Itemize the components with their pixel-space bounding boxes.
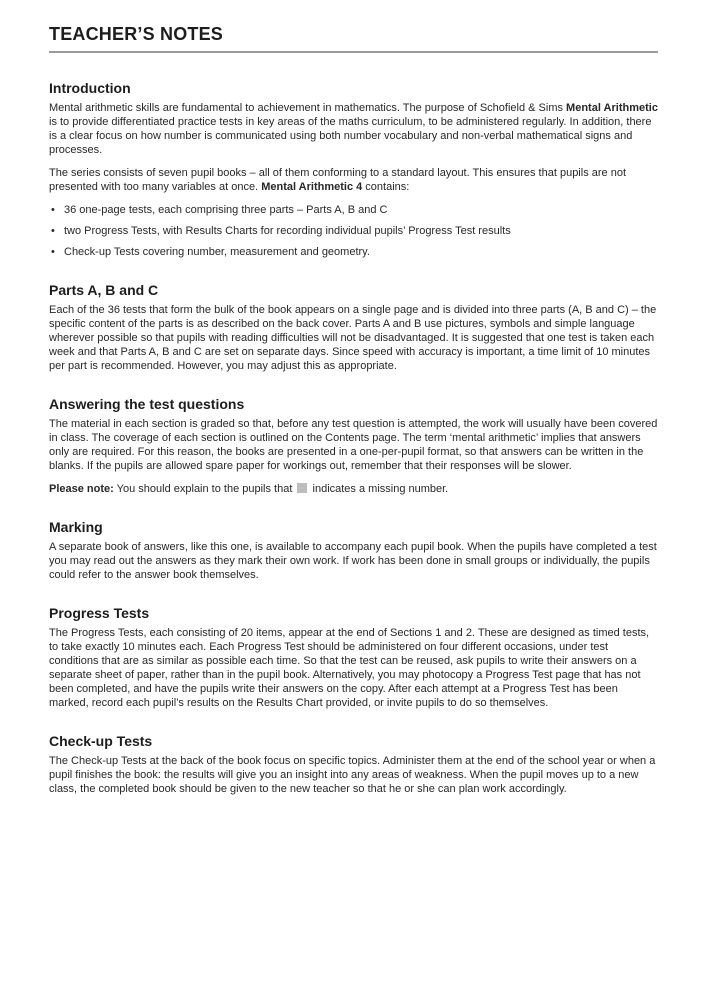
section-heading: Introduction: [49, 80, 131, 96]
text-run: You should explain to the pupils that: [113, 483, 296, 495]
section-heading: Answering the test questions: [49, 396, 245, 412]
section-heading: Progress Tests: [49, 605, 150, 621]
section: [49, 396, 658, 496]
paragraph: [49, 417, 658, 473]
section-heading: Check-up Tests: [49, 733, 153, 749]
section: [49, 80, 658, 259]
text-run: Mental arithmetic skills are fundamental to achievement in mathematics. The purpose of Schofield & Sims: [49, 102, 567, 114]
section: [49, 605, 658, 710]
text-run: The Check-up Tests at the back of the book focus on specific topics. Administer them at the end of the school year or when a pupil finishes the book: the results will give you an insight into any areas of weakness. When the pupil moves up to a new class, the completed book should be given to the new teacher so that he or she can plan work accordingly.: [49, 755, 656, 795]
section: [49, 733, 658, 796]
paragraph: [49, 482, 658, 496]
text-run: The material in each section is graded so that, before any test question is attempted, the work will usually have been covered in class. The coverage of each section is outlined on the Contents page. The term ‘mental arithmetic’ implies that answers only are required. For this reason, the books are presented in a one-per-pupil format, so that answers can be written in the blanks. If the pupils are allowed spare paper for workings out, remember that their responses will be slower.: [49, 418, 658, 472]
bold-text-run: Please note:: [49, 483, 114, 495]
title-rule: [49, 51, 658, 53]
text-run: The Progress Tests, each consisting of 20 items, appear at the end of Sections 1 and 2. These are designed as timed tests, to take exactly 10 minutes each. Each Progress Test should be administered on four different occasions, under test conditions that are as similar as possible each time. So that the test can be reused, ask pupils to write their answers on a separate sheet of paper, rather than in the pupil book. Alternatively, you may photocopy a Progress Test page that has not been completed, and have the pupils write their answers on the copy. After each attempt at a Progress Test has been marked, record each pupil’s results on the Results Chart provided, or invite pupils to do so themselves.: [49, 627, 650, 709]
section: [49, 282, 658, 373]
page-title: TEACHER’S NOTES: [49, 24, 224, 44]
text-run: indicates a missing number.: [309, 483, 449, 495]
section: [49, 519, 658, 582]
paragraph: [49, 626, 658, 710]
text-run: Each of the 36 tests that form the bulk of the book appears on a single page and is divided into three parts (A, B and C) – the specific content of the parts is as described on the back cover. Parts A and B use pictures, symbols and simple language wherever possible so that pupils with reading difficulties will not be disadvantaged. It is suggested that one test is taken each week and that Parts A, B and C are set on separate days. Since speed with accuracy is important, a time limit of 10 minutes per part is recommended. However, you may adjust this as appropriate.: [49, 304, 657, 372]
bold-text-run: Mental Arithmetic: [566, 102, 658, 114]
document-sections: [49, 80, 658, 796]
bullet-item: • two Progress Tests, with Results Charts for recording individual pupils’ Progress Test results: [64, 224, 658, 238]
paragraph: [49, 166, 658, 194]
paragraph: [49, 303, 658, 373]
text-run: is to provide differentiated practice tests in key areas of the maths curriculum, to be administered regularly. In addition, there is a clear focus on how number is communicated using both number vocabulary and non-verbal mathematical signs and processes.: [49, 116, 652, 156]
paragraph: [49, 754, 658, 796]
text-run: The series consists of seven pupil books – all of them conforming to a standard layout. This ensures that pupils are not presented with too many variables at once.: [49, 167, 627, 193]
paragraph: [49, 540, 658, 582]
bold-text-run: Mental Arithmetic 4: [261, 181, 363, 193]
bullet-list: [49, 203, 658, 259]
section-heading: Marking: [49, 519, 103, 535]
text-run: contains:: [362, 181, 410, 193]
missing-number-square-icon: [297, 483, 307, 493]
section-heading: Parts A, B and C: [49, 282, 159, 298]
paragraph: [49, 101, 658, 157]
text-run: A separate book of answers, like this one, is available to accompany each pupil book. When the pupils have completed a test you may read out the answers as they mark their own work. If work has been done in small groups or individually, the pupils could refer to the answer book themselves.: [49, 541, 657, 581]
bullet-item: • Check-up Tests covering number, measurement and geometry.: [64, 245, 658, 259]
bullet-item: • 36 one-page tests, each comprising three parts – Parts A, B and C: [64, 203, 658, 217]
